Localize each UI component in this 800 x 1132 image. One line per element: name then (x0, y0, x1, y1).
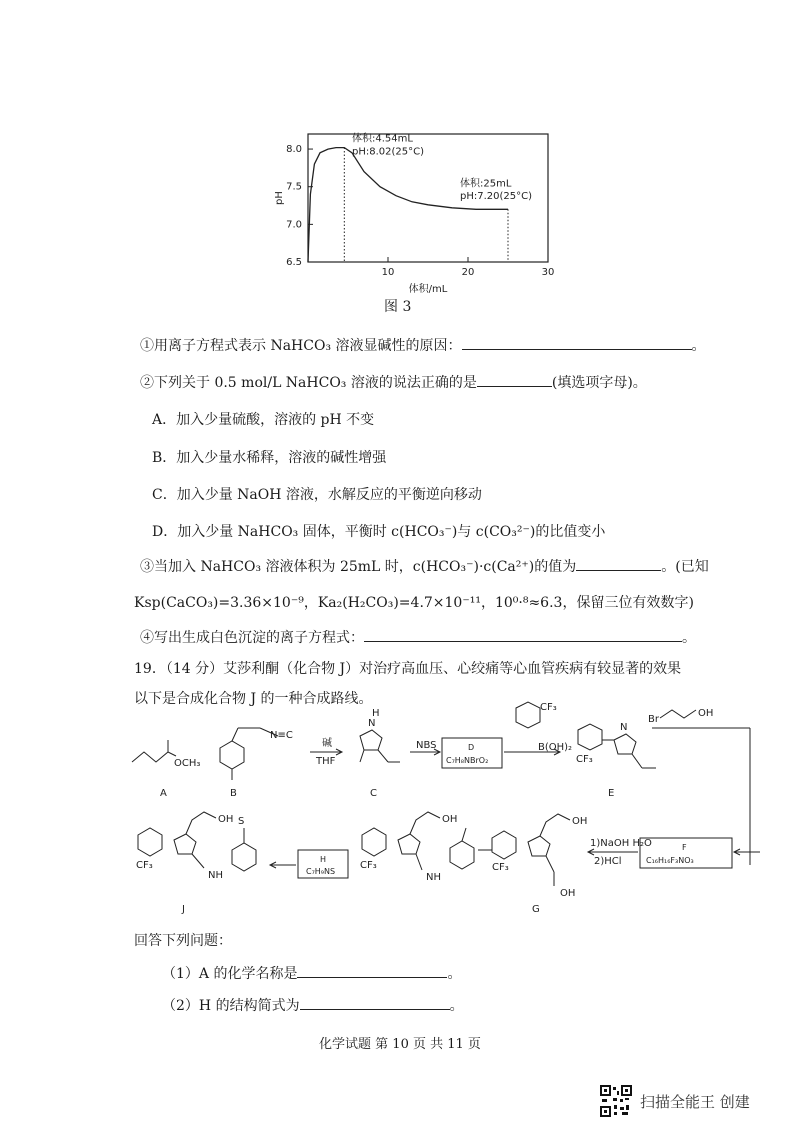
label-e-n: N (620, 722, 628, 733)
label-j-nh: NH (208, 870, 223, 881)
compound-i-pyrrole-ring (398, 834, 420, 854)
option-d: D．加入少量 NaHCO₃ 固体，平衡时 c(HCO₃⁻)与 c(CO₃²⁻)的比值变小 (152, 524, 606, 540)
sub-question-2-text: （2）H 的结构简式为 (162, 998, 300, 1014)
answer-blank-6[interactable] (300, 995, 450, 1010)
reagent-nbs: NBS (416, 740, 437, 751)
boronic-acid-ring (516, 702, 540, 728)
label-c-n: N (368, 718, 376, 729)
question-3 (140, 556, 709, 576)
question-2-end: (填选项字母)。 (551, 375, 647, 391)
option-c: C．加入少量 NaOH 溶液，水解反应的平衡逆向移动 (152, 487, 482, 503)
question-19-line2: 以下是合成化合物 J 的一种合成路线。 (134, 691, 373, 707)
label-isocyanide: N≡C (270, 730, 293, 741)
compound-g-pyrrole-ring (528, 836, 550, 856)
label-j-s: S (238, 816, 245, 827)
ph-volume-chart (270, 128, 570, 303)
question-4 (140, 627, 696, 647)
label-i-nh: NH (426, 872, 441, 883)
y-tick-label: 8.0 (286, 144, 302, 156)
y-tick-label: 7.0 (286, 219, 302, 231)
sub-question-1 (162, 963, 461, 983)
compound-g-aryl-ring (492, 831, 516, 859)
question-2 (140, 372, 647, 392)
label-j: J (182, 904, 185, 915)
question-3-line2: Ksp(CaCO₃)=3.36×10⁻⁹，Ka₂(H₂CO₃)=4.7×10⁻¹¹，10⁰·⁸≈6.3，保留三位有效数字) (134, 595, 694, 611)
label-j-oh: OH (218, 814, 234, 825)
bromoethanol-chain (660, 710, 696, 718)
x-axis-label: 体积/mL (408, 284, 448, 295)
reagent-thf: THF (316, 756, 336, 767)
question-1 (140, 335, 706, 355)
box-h-label: H (320, 855, 327, 864)
label-g-cooh: OH (560, 888, 576, 899)
answer-blank-3[interactable] (576, 556, 661, 571)
option-a: A．加入少量硫酸，溶液的 pH 不变 (152, 412, 375, 428)
label-b: B (230, 788, 237, 799)
label-br: Br (648, 714, 659, 725)
label-g-oh: OH (572, 816, 588, 827)
question-4-text: ④写出生成白色沉淀的离子方程式： (140, 630, 364, 646)
question-19-line1: 19．（14 分）艾莎利酮（化合物 J）对治疗高血压、心绞痛等心血管疾病有较显著的效果 (134, 661, 682, 677)
label-c-h: H (372, 708, 380, 719)
step-hcl: 2)HCl (594, 856, 622, 867)
label-e-cf3: CF₃ (576, 754, 593, 765)
step-naoh: 1)NaOH H₂O (590, 838, 652, 849)
answer-blank-1[interactable] (462, 335, 692, 350)
answer-blank-4[interactable] (364, 627, 682, 642)
sub-question-2-end: 。 (449, 998, 464, 1014)
label-och3: OCH₃ (174, 758, 201, 769)
label-bromo-oh: OH (698, 708, 714, 719)
x-tick-label: 20 (461, 267, 475, 278)
series-line-ph (308, 148, 508, 262)
label-boronic-cf3: CF₃ (540, 702, 557, 713)
box-d-formula: C₇H₈NBrO₂ (446, 756, 489, 765)
answer-blank-2[interactable] (477, 372, 552, 387)
annotation-ph-1: pH:8.02(25°C) (352, 146, 425, 158)
option-b: B．加入少量水稀释，溶液的碱性增强 (152, 450, 387, 466)
compound-j-pyrrole-ring (174, 834, 196, 854)
scanner-watermark (600, 1085, 750, 1117)
label-a: A (160, 788, 167, 799)
label-j-cf3: CF₃ (136, 860, 153, 871)
sub-question-1-end: 。 (447, 966, 462, 982)
label-g: G (532, 904, 540, 915)
x-tick-label: 30 (541, 267, 555, 278)
compound-j-side-chain (186, 812, 216, 834)
chart-svg (270, 128, 570, 303)
label-boh2: B(OH)₂ (538, 742, 573, 753)
sub-question-2 (162, 995, 464, 1015)
y-tick-label: 6.5 (286, 257, 302, 268)
y-tick-label: 7.5 (286, 181, 302, 193)
question-4-end: 。 (682, 630, 696, 646)
compound-b-ring (220, 741, 244, 769)
synthesis-scheme (120, 700, 760, 915)
answer-prompt: 回答下列问题： (134, 933, 232, 949)
answer-blank-5[interactable] (297, 963, 447, 978)
y-axis-label: pH (274, 191, 285, 205)
annotation-volume-1: 体积:4.54mL (352, 133, 413, 145)
page-footer: 化学试题 第 10 页 共 11 页 (319, 1037, 481, 1052)
compound-a-chain (132, 752, 176, 762)
compound-e-aryl-ring (578, 724, 602, 750)
box-h-formula: C₇H₉NS (306, 867, 336, 876)
x-tick-label: 10 (381, 267, 395, 278)
question-3-end: 。(已知 (661, 559, 709, 575)
annotation-volume-2: 体积:25mL (460, 178, 512, 190)
compound-e-pyrrole-ring (614, 734, 636, 754)
sub-question-1-text: （1）A 的化学名称是 (162, 966, 298, 982)
compound-i-aryl-ring (362, 828, 386, 856)
box-f-formula: C₁₆H₁₆F₃NO₃ (646, 856, 694, 865)
compound-c-ring (360, 730, 382, 750)
label-c: C (370, 788, 377, 799)
box-d-label: D (468, 743, 475, 752)
question-1-text: ①用离子方程式表示 NaHCO₃ 溶液显碱性的原因： (140, 338, 462, 354)
label-i-cf3: CF₃ (360, 860, 377, 871)
qr-code-icon (600, 1085, 632, 1117)
box-f-label: F (682, 843, 687, 852)
compound-j-aryl-ring (138, 828, 162, 856)
watermark-text: 扫描全能王 创建 (640, 1092, 750, 1111)
question-3-text: ③当加入 NaHCO₃ 溶液体积为 25mL 时，c(HCO₃⁻)·c(Ca²⁺)的值为 (140, 559, 577, 575)
question-2-text: ②下列关于 0.5 mol/L NaHCO₃ 溶液的说法正确的是 (140, 375, 477, 391)
question-1-end: 。 (691, 338, 706, 354)
annotation-ph-2: pH:7.20(25°C) (460, 190, 533, 202)
label-i-oh: OH (442, 814, 458, 825)
label-g-cf3: CF₃ (492, 862, 509, 873)
reagent-base: 碱 (322, 738, 332, 749)
compound-j-sulfonyl-ring (232, 843, 256, 871)
compound-i-thio-ring (450, 841, 474, 869)
label-e: E (608, 788, 615, 799)
figure-caption: 图 3 (384, 299, 412, 315)
